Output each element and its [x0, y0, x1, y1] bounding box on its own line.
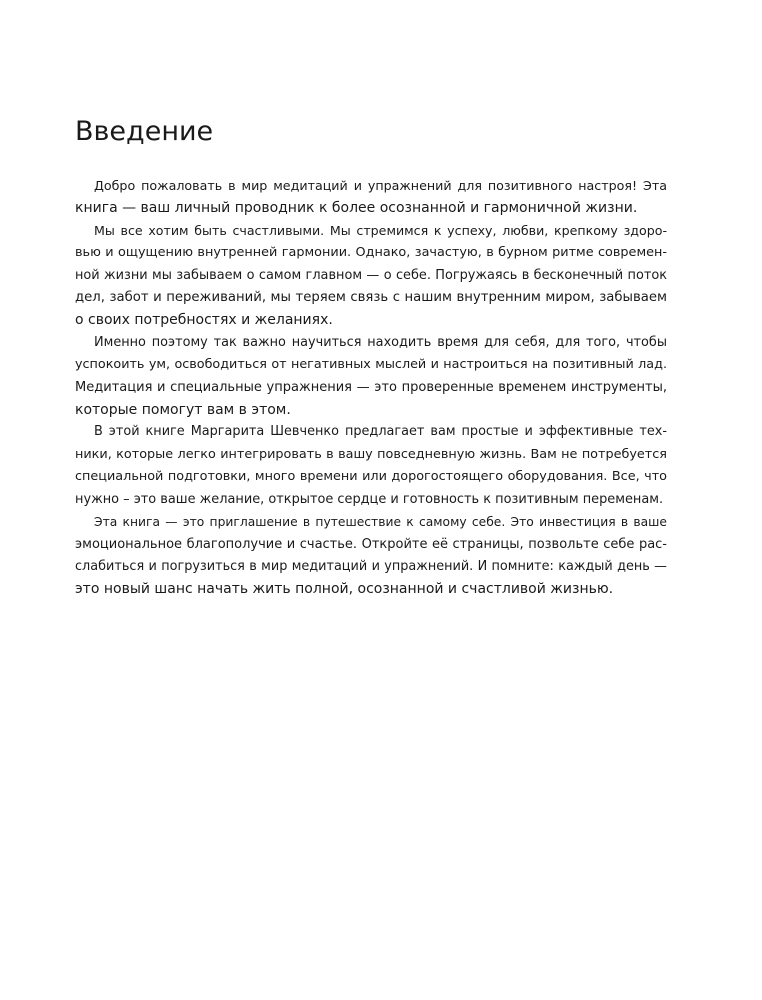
text-line: успокоить ум, освободиться от негативных мыслей и настроиться на позитивный лад.	[75, 357, 667, 373]
text-line: нужно – это ваше желание, открытое сердце и готовность к позитивным переменам.	[75, 491, 664, 507]
text-line: Добро пожаловать в мир медитаций и упражнений для позитивного настроя! Эта	[94, 178, 667, 193]
text-line: ной жизни мы забываем о самом главном — о себе. Погружаясь в бесконечный поток	[75, 267, 667, 283]
text-line: о своих потребностях и желаниях.	[75, 312, 333, 329]
text-line: ники, которые легко интегрировать в вашу повседневную жизнь. Вам не потребуется	[75, 446, 667, 462]
paragraph-4	[75, 421, 667, 511]
text-line: которые помогут вам в этом.	[75, 402, 291, 419]
paragraph-2	[75, 220, 667, 332]
text-line: слабиться и погрузиться в мир медитаций и упражнений. И помните: каждый день —	[75, 558, 667, 574]
text-line: дел, забот и переживаний, мы теряем связь с нашим внутренним миром, забываем	[75, 290, 667, 306]
paragraph-1	[75, 175, 667, 220]
text-line: Именно поэтому так важно научиться находить время для себя, для того, чтобы	[94, 334, 667, 350]
text-line: это новый шанс начать жить полной, осознанной и счастливой жизнью.	[75, 581, 614, 598]
text-line: Медитация и специальные упражнения — это проверенные временем инструменты,	[75, 379, 667, 395]
paragraph-3	[75, 332, 667, 422]
text-line: В этой книге Маргарита Шевченко предлагает вам простые и эффективные тех-	[94, 424, 667, 440]
text-line: Мы все хотим быть счастливыми. Мы стремимся к успеху, любви, крепкому здоро-	[94, 222, 667, 238]
text-line: Эта книга — это приглашение в путешествие к самому себе. Это инвестиция в ваше	[94, 515, 667, 530]
text-line: книга — ваш личный проводник к более осознанной и гармоничной жизни.	[75, 200, 638, 217]
chapter-title: Введение	[75, 116, 214, 147]
chapter-body	[75, 175, 667, 601]
paragraph-5	[75, 511, 667, 601]
text-line: вью и ощущению внутренней гармонии. Однако, зачастую, в бурном ритме современ-	[75, 245, 667, 261]
text-line: специальной подготовки, много времени или дорогостоящего оборудования. Все, что	[75, 469, 667, 485]
text-line: эмоциональное благополучие и счастье. Откройте её страницы, позвольте себе рас-	[75, 536, 667, 552]
